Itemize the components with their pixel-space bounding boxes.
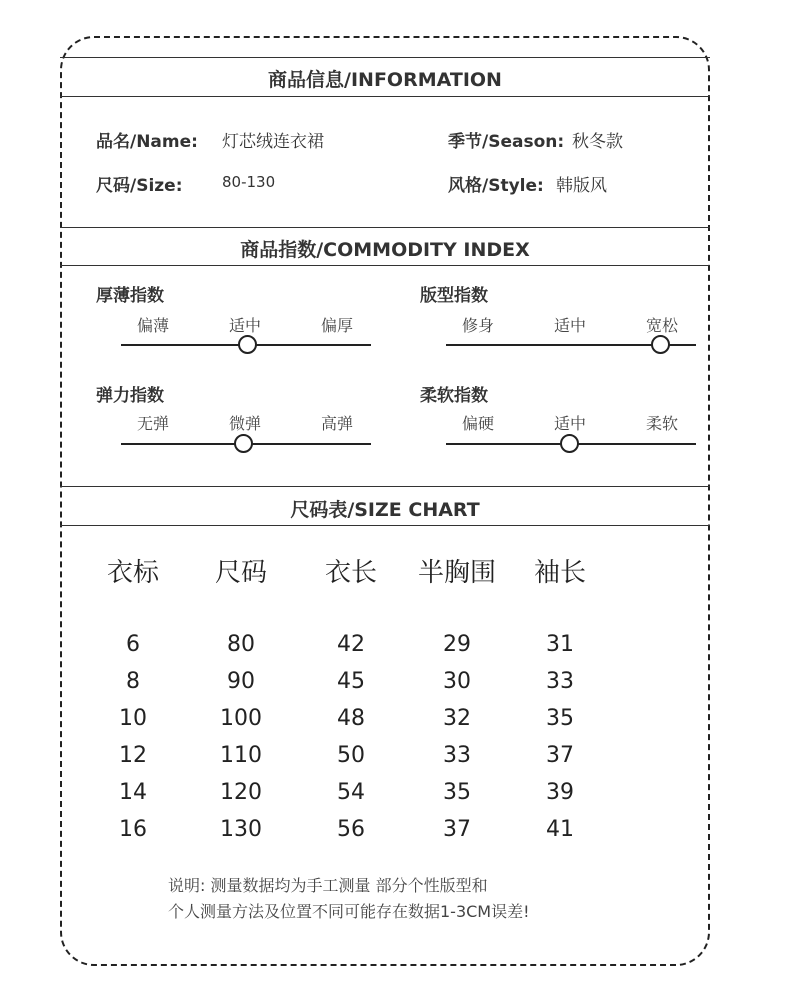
size-chart-header: 尺码表/SIZE CHART <box>290 499 480 521</box>
divider-line <box>60 525 710 526</box>
table-cell: 39 <box>546 780 574 805</box>
elasticity-option-slight: 微弹 <box>228 414 261 433</box>
table-cell: 110 <box>220 743 262 768</box>
thickness-index-title: 厚薄指数 <box>96 286 164 306</box>
softness-index-title: 柔软指数 <box>420 386 488 406</box>
information-header: 商品信息/INFORMATION <box>268 69 502 91</box>
season-value: 秋冬款 <box>572 132 623 152</box>
name-value: 灯芯绒连衣裙 <box>222 132 324 152</box>
elasticity-scale-marker <box>234 434 253 453</box>
table-cell: 10 <box>119 706 147 731</box>
table-cell: 33 <box>443 743 471 768</box>
table-cell: 32 <box>443 706 471 731</box>
table-cell: 42 <box>337 632 365 657</box>
style-label: 风格/Style: <box>448 176 544 196</box>
table-cell: 16 <box>119 817 147 842</box>
column-header-size: 尺码 <box>214 558 267 588</box>
divider-line <box>60 265 710 266</box>
size-value: 80-130 <box>222 173 276 191</box>
table-cell: 31 <box>546 632 574 657</box>
table-cell: 50 <box>337 743 365 768</box>
style-value: 韩版风 <box>556 176 607 196</box>
table-cell: 54 <box>337 780 365 805</box>
fit-scale-marker <box>651 335 670 354</box>
name-label: 品名/Name: <box>96 132 198 152</box>
table-cell: 30 <box>443 669 471 694</box>
table-cell: 37 <box>546 743 574 768</box>
measurement-note-line1: 说明: 测量数据均为手工测量 部分个性版型和 <box>168 876 488 895</box>
table-cell: 12 <box>119 743 147 768</box>
fit-option-loose: 宽松 <box>645 316 678 335</box>
table-cell: 120 <box>220 780 262 805</box>
table-cell: 80 <box>227 632 255 657</box>
table-cell: 29 <box>443 632 471 657</box>
elasticity-option-none: 无弹 <box>136 414 169 433</box>
thickness-option-thin: 偏薄 <box>136 316 169 335</box>
softness-option-hard: 偏硬 <box>461 414 494 433</box>
season-label: 季节/Season: <box>448 132 565 152</box>
size-label: 尺码/Size: <box>96 176 183 196</box>
table-cell: 90 <box>227 669 255 694</box>
thickness-option-medium: 适中 <box>228 316 261 335</box>
thickness-scale-marker <box>238 335 257 354</box>
elasticity-option-high: 高弹 <box>320 414 353 433</box>
table-cell: 56 <box>337 817 365 842</box>
thickness-option-thick: 偏厚 <box>320 316 353 335</box>
divider-line <box>60 227 710 228</box>
table-cell: 14 <box>119 780 147 805</box>
divider-line <box>60 57 710 58</box>
fit-option-slim: 修身 <box>461 316 494 335</box>
table-cell: 35 <box>546 706 574 731</box>
softness-scale-marker <box>560 434 579 453</box>
column-header-length: 衣长 <box>324 558 377 588</box>
table-cell: 130 <box>220 817 262 842</box>
table-cell: 33 <box>546 669 574 694</box>
table-cell: 48 <box>337 706 365 731</box>
table-cell: 6 <box>126 632 140 657</box>
column-header-sleeve: 袖长 <box>533 558 586 588</box>
fit-option-medium: 适中 <box>553 316 586 335</box>
table-cell: 45 <box>337 669 365 694</box>
softness-option-soft: 柔软 <box>645 414 678 433</box>
table-cell: 35 <box>443 780 471 805</box>
elasticity-index-title: 弹力指数 <box>96 386 164 406</box>
divider-line <box>60 486 710 487</box>
table-cell: 8 <box>126 669 140 694</box>
table-cell: 37 <box>443 817 471 842</box>
column-header-label: 衣标 <box>106 558 159 588</box>
fit-index-title: 版型指数 <box>420 286 488 306</box>
softness-option-medium: 适中 <box>553 414 586 433</box>
column-header-half-chest: 半胸围 <box>417 558 496 588</box>
divider-line <box>60 96 710 97</box>
commodity-index-header: 商品指数/COMMODITY INDEX <box>240 239 530 261</box>
measurement-note-line2: 个人测量方法及位置不同可能存在数据1-3CM误差! <box>168 902 530 921</box>
table-cell: 100 <box>220 706 262 731</box>
table-cell: 41 <box>546 817 574 842</box>
